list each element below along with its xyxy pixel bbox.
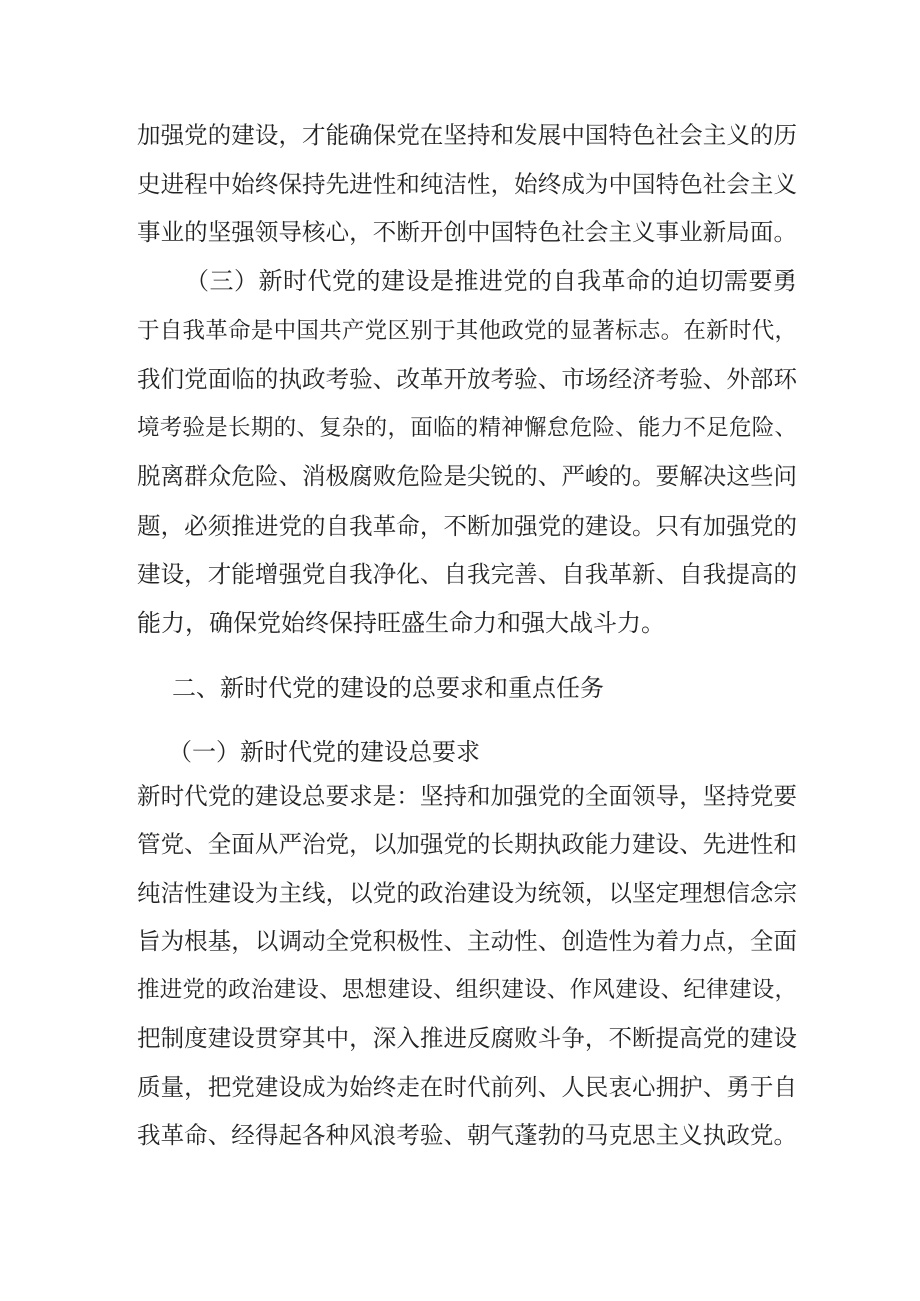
paragraph-1-line-3: 事业的坚强领导核心，不断开创中国特色社会主义事业新局面。	[137, 218, 797, 246]
paragraph-3-line-5: 推进党的政治建设、思想建设、组织建设、作风建设、纪律建设，	[137, 977, 797, 1003]
paragraph-2-line-2: 于自我革命是中国共产党区别于其他政党的显著标志。在新时代，	[137, 318, 797, 344]
paragraph-2-line-6: 题，必须推进党的自我革命，不断加强党的建设。只有加强党的	[137, 512, 797, 540]
paragraph-1-line-1: 加强党的建设，才能确保党在坚持和发展中国特色社会主义的历	[137, 121, 797, 149]
section-heading: 二、新时代党的建设的总要求和重点任务	[172, 674, 604, 702]
paragraph-2-line-1: （三）新时代党的建设是推进党的自我革命的迫切需要勇	[185, 267, 797, 295]
paragraph-3-line-6: 把制度建设贯穿其中，深入推进反腐败斗争，不断提高党的建设	[137, 1024, 797, 1052]
paragraph-1-line-2: 史进程中始终保持先进性和纯洁性，始终成为中国特色社会主义	[137, 170, 797, 198]
paragraph-3-line-4: 旨为根基，以调动全党积极性、主动性、创造性为着力点，全面	[137, 927, 797, 955]
subsection-heading: （一）新时代党的建设总要求	[168, 738, 480, 766]
paragraph-2-line-5: 脱离群众危险、消极腐败危险是尖锐的、严峻的。要解决这些问	[137, 462, 797, 490]
paragraph-2-line-3: 我们党面临的执政考验、改革开放考验、市场经济考验、外部环	[137, 365, 797, 393]
paragraph-3-line-1: 新时代党的建设总要求是：坚持和加强党的全面领导，坚持党要	[137, 782, 797, 810]
paragraph-3-line-8: 我革命、经得起各种风浪考验、朝气蓬勃的马克思主义执政党。	[137, 1121, 797, 1149]
paragraph-2-line-8: 能力，确保党始终保持旺盛生命力和强大战斗力。	[137, 609, 665, 637]
paragraph-3-line-3: 纯洁性建设为主线，以党的政治建设为统领，以坚定理想信念宗	[137, 879, 797, 907]
paragraph-2-line-4: 境考验是长期的、复杂的，面临的精神懈怠危险、能力不足危险、	[137, 415, 797, 441]
paragraph-2-line-7: 建设，才能增强党自我净化、自我完善、自我革新、自我提高的	[137, 560, 797, 588]
paragraph-3-line-2: 管党、全面从严治党，以加强党的长期执政能力建设、先进性和	[137, 830, 797, 858]
paragraph-3-line-7: 质量，把党建设成为始终走在时代前列、人民衷心拥护、勇于自	[137, 1073, 797, 1101]
